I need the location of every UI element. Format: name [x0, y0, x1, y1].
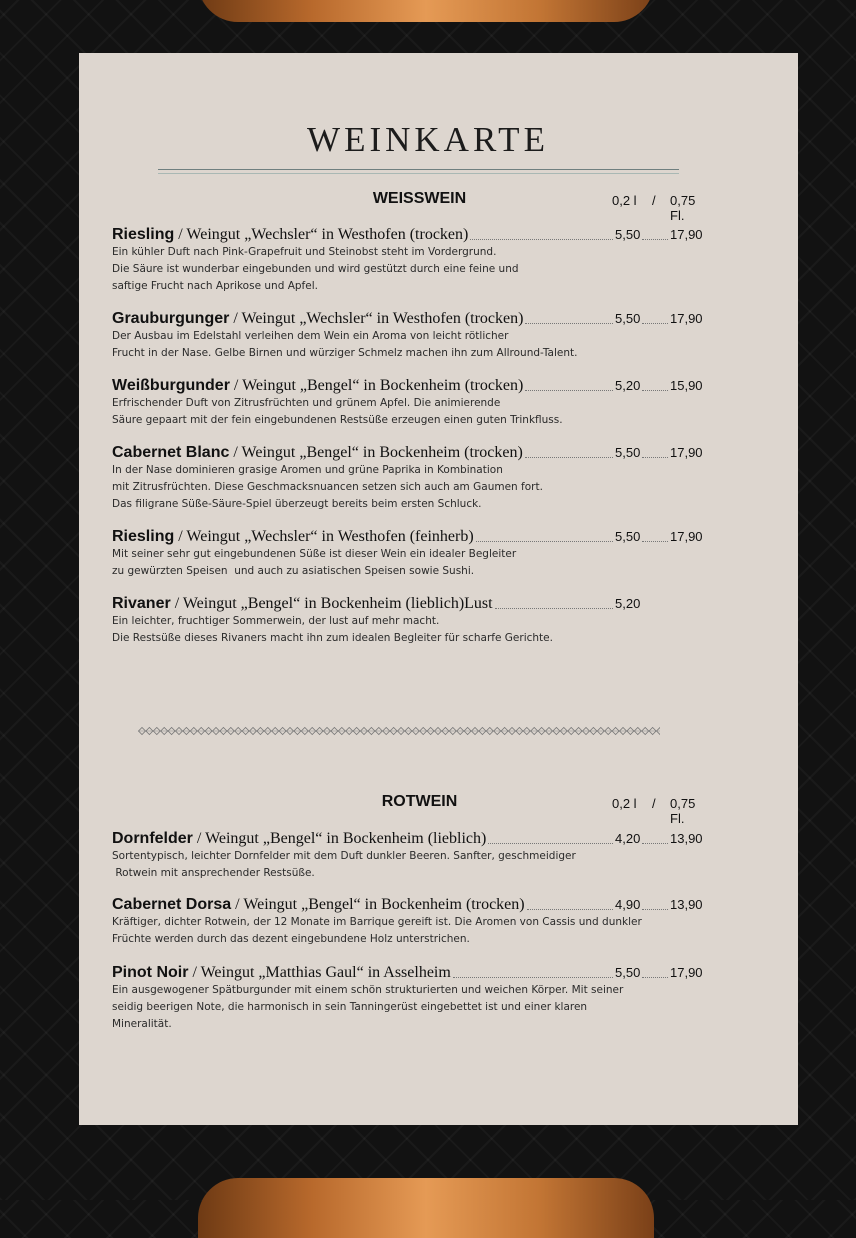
wine-title-row — [112, 593, 712, 613]
wine-separator: / — [229, 444, 242, 461]
wine-item — [112, 224, 712, 295]
description-line: seidig beerigen Note, die harmonisch in sein Tanningerüst eingebettet ist und einer klaren — [112, 1001, 588, 1013]
wine-name: Riesling — [112, 528, 175, 545]
wine-item — [112, 828, 712, 882]
wine-item — [112, 526, 712, 580]
leader-dots — [453, 977, 613, 978]
wine-name: Dornfelder — [112, 830, 193, 847]
leader-dots — [642, 390, 668, 391]
wine-title-row — [112, 375, 712, 395]
price-bottle: 13,90 — [670, 897, 703, 912]
column-separator: / — [652, 796, 656, 811]
wine-separator: / — [229, 310, 242, 327]
wine-producer: Weingut „Bengel“ in Bockenheim (trocken) — [242, 377, 524, 394]
wine-producer: Weingut „Bengel“ in Bockenheim (trocken) — [241, 444, 523, 461]
wine-heading — [112, 593, 493, 612]
leader-dots — [476, 541, 613, 542]
price-bottle: 17,90 — [670, 529, 703, 544]
description-line: Erfrischender Duft von Zitrusfrüchten und grünem Apfel. Die animierende — [112, 397, 501, 409]
description-line: Früchte werden durch das dezent eingebundene Holz unterstrichen. — [112, 933, 470, 945]
section-title: ROTWEIN — [381, 793, 458, 810]
wine-producer: Weingut „Wechsler“ in Westhofen (trocken) — [241, 310, 524, 327]
leader-dots — [642, 977, 668, 978]
title-underline — [158, 169, 679, 174]
price-bottle: 17,90 — [670, 445, 703, 460]
wine-separator: / — [192, 830, 206, 847]
wine-description — [112, 328, 712, 362]
section-divider — [138, 725, 660, 737]
leader-dots — [488, 843, 613, 844]
price-bottle: 15,90 — [670, 378, 703, 393]
price-glass: 5,50 — [615, 445, 641, 460]
leader-dots — [525, 323, 613, 324]
description-line: Ein leichter, fruchtiger Sommerwein, der lust auf mehr macht. — [112, 615, 440, 627]
wine-title-row — [112, 828, 712, 848]
wine-name: Riesling — [112, 226, 175, 243]
section-title: WEISSWEIN — [372, 190, 467, 207]
leader-dots — [642, 239, 668, 240]
price-glass: 5,20 — [615, 378, 641, 393]
leader-dots — [642, 457, 668, 458]
copper-ornament-top — [198, 0, 654, 22]
wine-heading — [112, 828, 486, 847]
price-glass: 4,20 — [615, 831, 641, 846]
wine-description — [112, 848, 712, 882]
column-header-small: 0,2 l — [612, 796, 637, 811]
wine-title-row — [112, 442, 712, 462]
price-bottle: 17,90 — [670, 311, 703, 326]
description-line: Rotwein mit ansprechender Restsüße. — [112, 867, 315, 879]
leader-dots — [525, 457, 613, 458]
description-line: In der Nase dominieren grasige Aromen und grüne Paprika in Kombination — [112, 464, 503, 476]
leader-dots — [470, 239, 613, 240]
description-line: saftige Frucht nach Aprikose und Apfel. — [112, 280, 318, 292]
column-header-bottle: 0,75 Fl. — [670, 796, 696, 826]
wine-title-row — [112, 526, 712, 546]
leader-dots — [525, 390, 613, 391]
wine-description — [112, 914, 712, 948]
wine-description — [112, 982, 712, 1033]
leader-dots — [642, 843, 668, 844]
leader-dots — [642, 909, 668, 910]
wine-separator: / — [174, 528, 187, 545]
column-header-small: 0,2 l — [612, 193, 637, 208]
section-header — [112, 793, 712, 826]
section-header — [112, 190, 712, 223]
price-glass: 5,50 — [615, 965, 641, 980]
wine-producer: Weingut „Wechsler“ in Westhofen (trocken) — [186, 226, 469, 243]
leader-dots — [642, 323, 668, 324]
wine-heading — [112, 375, 523, 394]
leader-dots — [642, 541, 668, 542]
page-title: WEINKARTE — [307, 120, 549, 159]
wine-item — [112, 593, 712, 647]
wine-name: Pinot Noir — [112, 964, 189, 981]
wine-heading — [112, 894, 525, 913]
wine-producer: Weingut „Bengel“ in Bockenheim (trocken) — [243, 896, 525, 913]
wine-title-row — [112, 224, 712, 244]
wine-name: Grauburgunger — [112, 310, 230, 327]
wine-title-row — [112, 894, 712, 914]
price-bottle: 13,90 — [670, 831, 703, 846]
wine-name: Cabernet Blanc — [112, 444, 230, 461]
price-glass: 5,50 — [615, 529, 641, 544]
wine-description — [112, 546, 712, 580]
description-line: zu gewürzten Speisen und auch zu asiatischen Speisen sowie Sushi. — [112, 565, 475, 577]
description-line: Der Ausbau im Edelstahl verleihen dem Wein ein Aroma von leicht rötlicher — [112, 330, 509, 342]
wine-separator: / — [229, 377, 243, 394]
wine-heading — [112, 962, 451, 981]
price-glass: 5,50 — [615, 227, 641, 242]
description-line: Frucht in der Nase. Gelbe Birnen und würziger Schmelz machen ihn zum Allround-Talent. — [112, 347, 578, 359]
price-bottle: 17,90 — [670, 227, 703, 242]
wine-heading — [112, 442, 523, 461]
description-line: mit Zitrusfrüchten. Diese Geschmacksnuancen setzen sich auch am Gaumen fort. — [112, 481, 543, 493]
description-line: Ein ausgewogener Spätburgunder mit einem schön strukturierten und weichen Körper. Mit seiner — [112, 984, 624, 996]
wine-description — [112, 395, 712, 429]
description-line: Das filigrane Süße-Säure-Spiel überzeugt bereits beim ersten Schluck. — [112, 498, 482, 510]
description-line: Mineralität. — [112, 1018, 172, 1030]
description-line: Säure gepaart mit der fein eingebundenen Restsüße erzeugen einen guten Trinkfluss. — [112, 414, 563, 426]
wine-item — [112, 894, 712, 948]
wine-item — [112, 308, 712, 362]
price-bottle: 17,90 — [670, 965, 703, 980]
description-line: Die Säure ist wunderbar eingebunden und wird gestützt durch eine feine und — [112, 263, 519, 275]
wine-item — [112, 962, 712, 1033]
price-glass: 5,20 — [615, 596, 641, 611]
leader-dots — [495, 608, 613, 609]
price-glass: 5,50 — [615, 311, 641, 326]
wine-producer: Weingut „Matthias Gaul“ in Asselheim — [200, 964, 451, 981]
wine-item — [112, 375, 712, 429]
description-line: Sortentypisch, leichter Dornfelder mit dem Duft dunkler Beeren. Sanfter, geschmeidiger — [112, 850, 576, 862]
copper-ornament-bottom — [198, 1178, 654, 1238]
wine-separator: / — [174, 226, 187, 243]
description-line: Die Restsüße dieses Rivaners macht ihn zum idealen Begleiter für scharfe Gerichte. — [112, 632, 553, 644]
description-line: Ein kühler Duft nach Pink-Grapefruit und Steinobst steht im Vordergrund. — [112, 246, 497, 258]
wine-separator: / — [188, 964, 201, 981]
description-line: Mit seiner sehr gut eingebundenen Süße ist dieser Wein ein idealer Begleiter — [112, 548, 517, 560]
wine-name: Cabernet Dorsa — [112, 896, 232, 913]
wine-producer: Weingut „Bengel“ in Bockenheim (lieblich) — [205, 830, 487, 847]
column-separator: / — [652, 193, 656, 208]
wine-producer: Weingut „Wechsler“ in Westhofen (feinherb) — [186, 528, 474, 545]
column-header-bottle: 0,75 Fl. — [670, 193, 696, 223]
wine-separator: / — [231, 896, 244, 913]
wine-heading — [112, 526, 474, 545]
wine-description — [112, 244, 712, 295]
wine-separator: / — [170, 595, 183, 612]
wine-description — [112, 462, 712, 513]
wine-title-row — [112, 962, 712, 982]
wine-name: Weißburgunder — [112, 377, 230, 394]
wine-producer: Weingut „Bengel“ in Bockenheim (lieblich)Lust — [182, 595, 493, 612]
wine-heading — [112, 224, 468, 243]
wine-title-row — [112, 308, 712, 328]
price-glass: 4,90 — [615, 897, 641, 912]
wine-name: Rivaner — [112, 595, 171, 612]
wine-item — [112, 442, 712, 513]
leader-dots — [527, 909, 613, 910]
wine-description — [112, 613, 712, 647]
description-line: Kräftiger, dichter Rotwein, der 12 Monate im Barrique gereift ist. Die Aromen von Cassis und dunkler — [112, 916, 642, 928]
wine-heading — [112, 308, 523, 327]
